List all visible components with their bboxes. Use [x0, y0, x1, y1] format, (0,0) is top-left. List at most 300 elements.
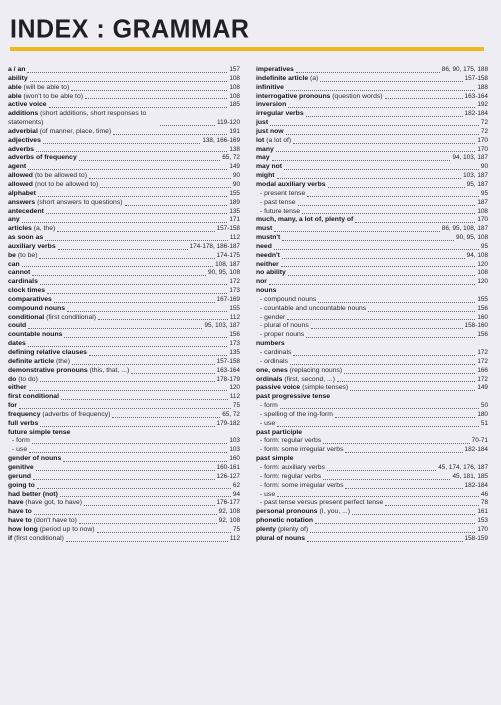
- page-numbers: 90, 95, 108: [208, 269, 240, 277]
- index-entry: [256, 216, 488, 225]
- page-numbers: 108: [229, 83, 240, 91]
- term-text: may not: [256, 163, 283, 171]
- page-numbers: 135: [229, 349, 240, 356]
- term-text: - form: some irregular verbs: [260, 446, 344, 454]
- dot-leader: [270, 125, 479, 126]
- index-entry: [8, 163, 240, 172]
- index-term: [8, 393, 59, 402]
- term-text: - proper nouns: [260, 331, 305, 339]
- index-entry: [256, 287, 488, 296]
- index-entry: [256, 137, 488, 146]
- index-entry: [8, 243, 240, 252]
- term-note: (first, second, ...): [284, 375, 335, 383]
- term-text: interrogative pronouns: [256, 92, 331, 100]
- dot-leader: [302, 213, 475, 214]
- index-term: [8, 349, 87, 358]
- index-entry: [256, 278, 488, 287]
- index-entry: [8, 402, 240, 411]
- term-text: - form: regular verbs: [260, 472, 322, 480]
- index-term: [256, 146, 274, 155]
- index-term: [256, 367, 342, 376]
- term-text: ordinals: [256, 375, 283, 383]
- page-numbers: 65, 72: [222, 410, 240, 418]
- index-entry: [8, 446, 240, 455]
- term-text: infinitive: [256, 83, 284, 91]
- dot-leader: [281, 266, 476, 267]
- index-term: [256, 75, 318, 84]
- term-text: allowed: [8, 180, 33, 188]
- term-note: (question words): [332, 92, 383, 100]
- page-numbers: 90: [232, 172, 240, 180]
- index-entry: [8, 349, 240, 358]
- term-text: - use: [260, 419, 276, 427]
- term-note: (this, that, ...): [89, 366, 130, 374]
- page-header: [10, 14, 490, 54]
- index-entry: [256, 190, 488, 199]
- index-term: [8, 420, 38, 429]
- page-numbers: 86, 95, 108, 187: [441, 225, 488, 233]
- dot-leader: [306, 337, 475, 338]
- page-numbers: 167-169: [216, 295, 240, 303]
- page-numbers: 108: [229, 74, 240, 82]
- index-term: [8, 234, 43, 243]
- page-numbers: 171: [229, 216, 240, 224]
- page-numbers: 126-127: [216, 472, 240, 480]
- term-text: personal pronouns: [256, 508, 318, 516]
- dot-leader: [85, 98, 227, 99]
- term-note: (the): [55, 357, 70, 365]
- term-note: (a): [310, 74, 319, 82]
- term-text: needn't: [256, 251, 280, 259]
- index-entry: [256, 446, 488, 455]
- page-numbers: 170: [477, 136, 488, 144]
- term-text: - compound nouns: [260, 295, 317, 303]
- term-text: passive voice: [256, 384, 301, 392]
- index-term: [8, 535, 64, 544]
- page-numbers: 191: [229, 127, 240, 135]
- index-entry: [8, 455, 240, 464]
- dot-leader: [131, 373, 214, 374]
- index-entry: [8, 420, 240, 429]
- page-numbers: 189: [229, 198, 240, 206]
- page-numbers: 90: [232, 180, 240, 188]
- page-numbers: 78: [480, 499, 488, 507]
- index-entry: [8, 172, 240, 181]
- index-entry: [8, 137, 240, 146]
- index-term: [8, 508, 32, 517]
- index-entry: [8, 314, 240, 323]
- term-text: agent: [8, 163, 27, 171]
- term-text: one, ones: [256, 366, 288, 374]
- index-term: [256, 305, 366, 314]
- page-numbers: 158-159: [464, 534, 488, 542]
- index-term: [8, 296, 52, 305]
- term-text: nor: [256, 278, 267, 286]
- page-numbers: 158-160: [464, 322, 488, 330]
- term-note: (a lot of): [266, 136, 292, 144]
- index-entry: [8, 93, 240, 102]
- page-numbers: 182-184: [464, 446, 488, 454]
- index-entry: [256, 358, 488, 367]
- dot-leader: [125, 205, 228, 206]
- index-term: [256, 376, 335, 385]
- term-text: can: [8, 260, 20, 268]
- index-entry: [8, 499, 240, 508]
- dot-leader: [282, 258, 465, 259]
- index-entry: [256, 172, 488, 181]
- dot-leader: [22, 266, 213, 267]
- term-text: comparatives: [8, 295, 52, 303]
- index-entry: [256, 508, 488, 517]
- index-term: [8, 252, 37, 261]
- term-text: could: [8, 322, 27, 330]
- term-text: just now: [256, 127, 284, 135]
- index-entry: [8, 429, 240, 438]
- term-text: future simple tense: [8, 428, 71, 436]
- term-text: gerund: [8, 472, 32, 480]
- index-term: [8, 172, 87, 181]
- index-entry: [8, 411, 240, 420]
- page-numbers: 120: [229, 384, 240, 392]
- index-term: [8, 216, 20, 225]
- index-entry: [8, 110, 240, 128]
- page-numbers: 192: [477, 101, 488, 109]
- dot-leader: [60, 496, 231, 497]
- term-note: (first conditional): [46, 313, 97, 321]
- term-note: (short additions, short responses to statements): [8, 110, 147, 127]
- page-numbers: 95: [480, 189, 488, 197]
- page-numbers: 51: [480, 419, 488, 427]
- term-text: gender of nouns: [8, 455, 62, 463]
- dot-leader: [89, 355, 227, 356]
- dot-leader: [89, 178, 231, 179]
- index-term: [8, 190, 36, 199]
- term-text: be: [8, 251, 16, 259]
- page-numbers: 182-184: [464, 110, 488, 118]
- dot-leader: [49, 107, 228, 108]
- index-entry: [256, 119, 488, 128]
- index-term: [256, 269, 286, 278]
- term-note: (won't to be able to): [23, 92, 83, 100]
- page-numbers: 138, 166-169: [202, 136, 240, 144]
- index-entry: [256, 163, 488, 172]
- term-note: (have got, to have): [25, 499, 83, 507]
- page-numbers: 108: [477, 269, 488, 277]
- dot-leader: [47, 293, 227, 294]
- term-note: (I, you, ...): [319, 508, 351, 516]
- index-term: [256, 66, 294, 75]
- term-text: able: [8, 92, 22, 100]
- dot-leader: [29, 452, 227, 453]
- index-term: [256, 322, 309, 331]
- index-entry: [256, 517, 488, 526]
- dot-leader: [288, 275, 475, 276]
- dot-leader: [79, 160, 220, 161]
- page-numbers: 95: [480, 242, 488, 250]
- dot-leader: [63, 461, 227, 462]
- index-term: [256, 314, 285, 323]
- term-text: adverbs: [8, 145, 35, 153]
- index-term: [8, 163, 26, 172]
- index-term: [8, 110, 158, 128]
- index-entry: [8, 393, 240, 402]
- term-text: allowed: [8, 172, 33, 180]
- title-underline: [10, 47, 484, 51]
- term-text: antecedent: [8, 207, 44, 215]
- term-text: - use: [12, 446, 28, 454]
- index-entry: [256, 128, 488, 137]
- term-note: (to do): [18, 375, 38, 383]
- dot-leader: [36, 151, 227, 152]
- index-entry: [256, 181, 488, 190]
- term-text: additions: [8, 110, 39, 118]
- term-text: alphabet: [8, 189, 36, 197]
- index-term: [256, 473, 321, 482]
- page-numbers: 112: [229, 393, 240, 401]
- page-numbers: 75: [232, 525, 240, 533]
- term-text: have: [8, 499, 24, 507]
- term-note: (plenty of): [277, 525, 309, 533]
- index-entry: [8, 216, 240, 225]
- page-numbers: 120: [477, 278, 488, 286]
- page-numbers: 173: [229, 340, 240, 348]
- page-numbers: 108: [229, 92, 240, 100]
- dot-leader: [64, 337, 227, 338]
- dot-leader: [112, 417, 220, 418]
- index-entry: [8, 287, 240, 296]
- term-text: active voice: [8, 101, 47, 109]
- term-text: plenty: [256, 525, 277, 533]
- dot-leader: [33, 479, 214, 480]
- index-entry: [8, 367, 240, 376]
- dot-leader: [327, 470, 436, 471]
- index-entry: [256, 455, 488, 464]
- index-term: [256, 216, 353, 225]
- term-text: - form: [12, 437, 30, 445]
- index-entry: [8, 75, 240, 84]
- term-text: numbers: [256, 340, 285, 348]
- term-text: countable nouns: [8, 331, 63, 339]
- index-term: [8, 287, 45, 296]
- index-entry: [256, 296, 488, 305]
- term-text: must: [256, 225, 273, 233]
- index-term: [256, 446, 343, 455]
- index-term: [8, 402, 17, 411]
- page-numbers: 172: [477, 349, 488, 356]
- index-entry: [8, 154, 240, 163]
- term-text: just: [256, 119, 269, 127]
- dot-leader: [54, 302, 215, 303]
- page-numbers: 155: [229, 189, 240, 197]
- index-entry: [256, 393, 488, 402]
- page-numbers: 157-158: [216, 357, 240, 365]
- page-numbers: 92, 108: [218, 508, 240, 516]
- index-entry: [256, 349, 488, 358]
- term-note: (not to be allowed to): [34, 180, 99, 188]
- dot-leader: [307, 541, 462, 542]
- term-note: (a, the): [33, 225, 56, 233]
- index-term: [8, 208, 44, 217]
- term-text: inversion: [256, 101, 287, 109]
- index-entry: [256, 269, 488, 278]
- index-term: [256, 137, 291, 146]
- dot-leader: [345, 452, 462, 453]
- term-note: (of manner, place, time): [39, 127, 112, 135]
- page-numbers: 155: [229, 304, 240, 312]
- index-term: [8, 269, 30, 278]
- dot-leader: [38, 196, 227, 197]
- index-term: [8, 84, 69, 93]
- dot-leader: [28, 346, 228, 347]
- index-column-left: [8, 66, 240, 544]
- dot-leader: [323, 479, 450, 480]
- index-term: [256, 411, 333, 420]
- index-entry: [8, 234, 240, 243]
- term-text: dates: [8, 340, 26, 348]
- index-entry: [256, 411, 488, 420]
- index-term: [256, 93, 383, 102]
- page-numbers: 149: [477, 384, 488, 392]
- index-entry: [256, 146, 488, 155]
- term-text: - gender: [260, 313, 286, 321]
- term-text: cannot: [8, 269, 31, 277]
- index-entry: [256, 526, 488, 535]
- page-numbers: 174-175: [216, 251, 240, 259]
- index-term: [8, 128, 111, 137]
- page-numbers: 185: [229, 101, 240, 109]
- page-numbers: 157-158: [464, 74, 488, 82]
- page-numbers: 180: [477, 410, 488, 418]
- dot-leader: [58, 249, 188, 250]
- index-term: [8, 446, 27, 455]
- index-entry: [8, 535, 240, 544]
- index-entry: [8, 482, 240, 491]
- term-note: (period up to now): [39, 525, 95, 533]
- index-entry: [256, 482, 488, 491]
- dot-leader: [97, 532, 231, 533]
- index-entry: [256, 535, 488, 544]
- dot-leader: [43, 143, 200, 144]
- dot-leader: [272, 160, 451, 161]
- dot-leader: [269, 284, 475, 285]
- index-entry: [256, 491, 488, 500]
- term-text: nouns: [256, 287, 277, 295]
- page-numbers: 157-158: [216, 225, 240, 233]
- dot-leader: [385, 98, 463, 99]
- index-entry: [8, 331, 240, 340]
- index-term: [256, 110, 304, 119]
- dot-leader: [288, 107, 475, 108]
- index-entry: [256, 499, 488, 508]
- term-text: have to: [8, 517, 32, 525]
- index-entry: [8, 252, 240, 261]
- index-term: [256, 261, 279, 270]
- term-text: imperatives: [256, 66, 294, 73]
- page-numbers: 112: [229, 234, 240, 242]
- dot-leader: [32, 443, 228, 444]
- index-term: [8, 331, 62, 340]
- index-entry: [256, 340, 488, 349]
- page-numbers: 90: [480, 163, 488, 171]
- index-term: [8, 199, 123, 208]
- dot-leader: [277, 178, 462, 179]
- dot-leader: [298, 205, 476, 206]
- term-text: for: [8, 402, 18, 410]
- term-note: (will be able to): [23, 83, 70, 91]
- dot-leader: [328, 187, 465, 188]
- index-entry: [8, 384, 240, 393]
- index-term: [8, 154, 77, 163]
- index-entry: [256, 75, 488, 84]
- index-entry: [8, 491, 240, 500]
- dot-leader: [276, 151, 476, 152]
- index-term: [256, 154, 270, 163]
- page-numbers: 103, 187: [463, 172, 488, 180]
- index-entry: [8, 358, 240, 367]
- page-numbers: 92, 108: [218, 517, 240, 525]
- dot-leader: [28, 169, 227, 170]
- term-text: compound nouns: [8, 304, 66, 312]
- index-term: [256, 190, 305, 199]
- term-note: (adverbs of frequency): [42, 410, 111, 418]
- index-term: [256, 429, 302, 438]
- index-entry: [256, 66, 488, 75]
- dot-leader: [37, 488, 231, 489]
- dot-leader: [290, 364, 475, 365]
- dot-leader: [355, 222, 475, 223]
- index-entry: [8, 146, 240, 155]
- term-note: (first conditional): [14, 534, 64, 542]
- index-term: [8, 66, 25, 75]
- term-text: may: [256, 154, 270, 162]
- index-term: [8, 93, 83, 102]
- index-entry: [256, 473, 488, 482]
- index-term: [8, 75, 28, 84]
- page-numbers: 176-177: [216, 499, 240, 507]
- index-term: [8, 526, 95, 535]
- index-entry: [256, 208, 488, 217]
- term-text: - past tense: [260, 198, 296, 206]
- term-text: - form: auxiliary verbs: [260, 463, 325, 471]
- index-entry: [8, 322, 240, 331]
- page-numbers: 103: [229, 437, 240, 445]
- page-numbers: 65, 72: [222, 154, 240, 162]
- dot-leader: [368, 311, 475, 312]
- index-entry: [8, 508, 240, 517]
- page-numbers: 95, 187: [466, 180, 488, 188]
- page-numbers: 108: [477, 207, 488, 215]
- index-entry: [8, 261, 240, 270]
- index-term: [256, 296, 316, 305]
- dot-leader: [293, 355, 475, 356]
- term-text: definite article: [8, 357, 55, 365]
- page-numbers: 170: [477, 525, 488, 533]
- term-text: modal auxiliary verbs: [256, 180, 326, 188]
- index-entry: [8, 199, 240, 208]
- index-entry: [8, 66, 240, 75]
- term-text: - use: [260, 490, 276, 498]
- index-term: [256, 508, 350, 517]
- term-text: do: [8, 375, 17, 383]
- page-numbers: 120: [477, 260, 488, 268]
- dot-leader: [22, 222, 228, 223]
- dot-leader: [34, 514, 217, 515]
- dot-leader: [19, 408, 231, 409]
- page-numbers: 156: [477, 304, 488, 312]
- index-term: [8, 464, 34, 473]
- page-numbers: 160: [477, 313, 488, 321]
- index-term: [256, 208, 300, 217]
